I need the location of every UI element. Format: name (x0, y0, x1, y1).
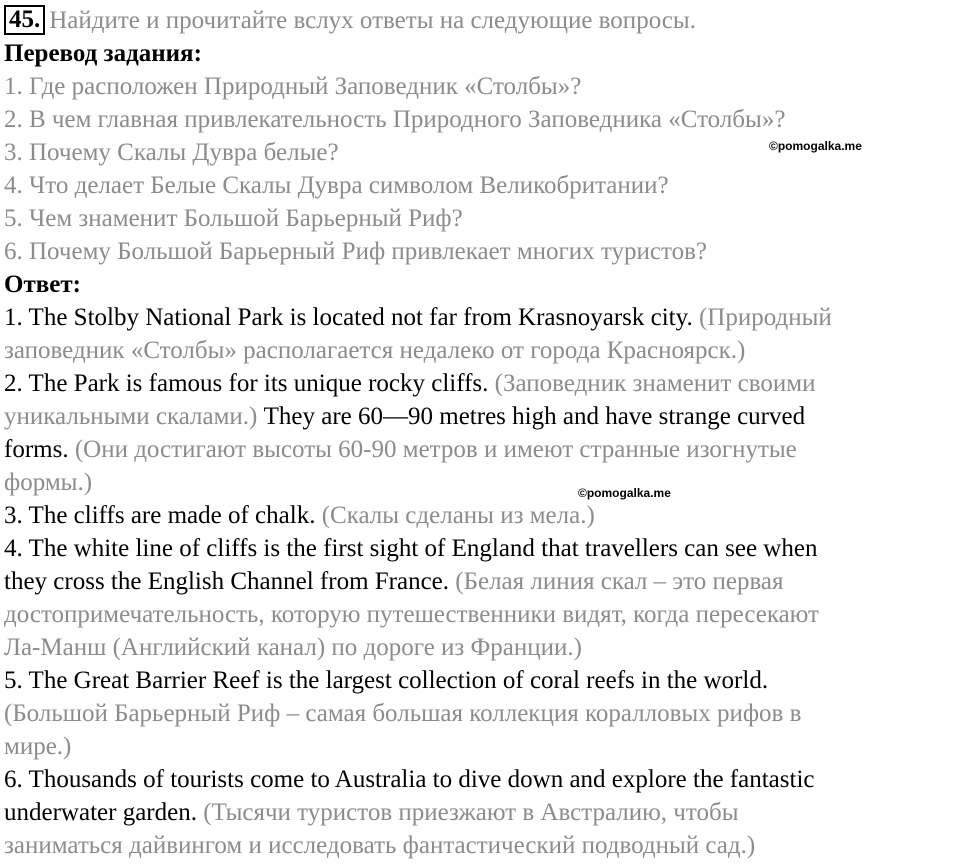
answer-line-9 (4, 565, 958, 598)
watermark: ©pomogalka.me (769, 139, 862, 153)
answer-translation: мире.) (4, 733, 72, 760)
answer-translation: Ла-Манш (Английский канал) по дороге из Франции.) (4, 634, 582, 661)
answer-heading: Ответ: (4, 271, 81, 298)
watermark: ©pomogalka.me (578, 486, 671, 500)
task-number: 45. (4, 5, 45, 35)
answer-line-16 (4, 796, 958, 829)
answer-translation: (Скалы сделаны из мела.) (321, 502, 595, 529)
answer-text: 4. The white line of cliffs is the first sight of England that travellers can see when (4, 535, 818, 562)
answer-line-11 (4, 631, 958, 664)
answer-text: they cross the English Channel from France. (4, 568, 456, 595)
answer-text: 3. The cliffs are made of chalk. (4, 502, 322, 529)
answer-line-14 (4, 730, 958, 763)
answer-line-6 (4, 466, 958, 499)
question-1: 1. Где расположен Природный Заповедник «Столбы»? (4, 73, 582, 100)
document-page (4, 4, 958, 862)
answer-translation: (Природный (698, 304, 832, 331)
answer-line-13 (4, 697, 958, 730)
answer-translation: заниматься дайвингом и исследовать фантастический подводный сад.) (4, 832, 756, 859)
answer-text: underwater garden. (4, 799, 204, 826)
answer-text: 5. The Great Barrier Reef is the largest collection of coral reefs in the world. (4, 667, 769, 694)
question-4: 4. Что делает Белые Скалы Дувра символом Великобритании? (4, 172, 669, 199)
answer-line-2 (4, 334, 958, 367)
answer-translation: (Заповедник знаменит своими (494, 370, 816, 397)
answer-translation: (Они достигают высоты 60-90 метров и имеют странные изогнутые (74, 436, 797, 463)
answer-line-7 (4, 499, 958, 532)
answer-text: forms. (4, 436, 75, 463)
answer-line-10 (4, 598, 958, 631)
answer-translation: формы.) (4, 469, 93, 496)
answer-translation: (Большой Барьерный Риф – самая большая коллекция коралловых рифов в (4, 700, 802, 727)
task-line (4, 4, 958, 37)
answer-line-1 (4, 301, 958, 334)
question-6: 6. Почему Большой Барьерный Риф привлекает многих туристов? (4, 238, 708, 265)
answer-text: 6. Thousands of tourists come to Australia to dive down and explore the fantastic (4, 766, 815, 793)
answer-translation: достопримечательность, которую путешественники видят, когда пересекают (4, 601, 819, 628)
answer-translation: (Белая линия скал – это первая (455, 568, 784, 595)
answer-translation: заповедник «Столбы» располагается недалеко от города Красноярск.) (4, 337, 746, 364)
answer-line-8 (4, 532, 958, 565)
answer-line-17 (4, 829, 958, 862)
answer-translation: (Тысячи туристов приезжают в Австралию, чтобы (203, 799, 739, 826)
answer-line-12 (4, 664, 958, 697)
answer-line-4 (4, 400, 958, 433)
question-3: 3. Почему Скалы Дувра белые? (4, 139, 339, 166)
answer-text: 1. The Stolby National Park is located not far from Krasnoyarsk city. (4, 304, 699, 331)
answer-line-3 (4, 367, 958, 400)
answer-translation: уникальными скалами.) (4, 403, 264, 430)
answer-text: They are 60—90 metres high and have strange curved (263, 403, 806, 430)
answer-line-15 (4, 763, 958, 796)
answer-text: 2. The Park is famous for its unique rocky cliffs. (4, 370, 495, 397)
translation-heading: Перевод задания: (4, 40, 202, 67)
task-instruction: Найдите и прочитайте вслух ответы на следующие вопросы. (49, 7, 696, 34)
question-5: 5. Чем знаменит Большой Барьерный Риф? (4, 205, 463, 232)
question-2: 2. В чем главная привлекательность Природного Заповедника «Столбы»? (4, 106, 786, 133)
answer-line-5 (4, 433, 958, 466)
